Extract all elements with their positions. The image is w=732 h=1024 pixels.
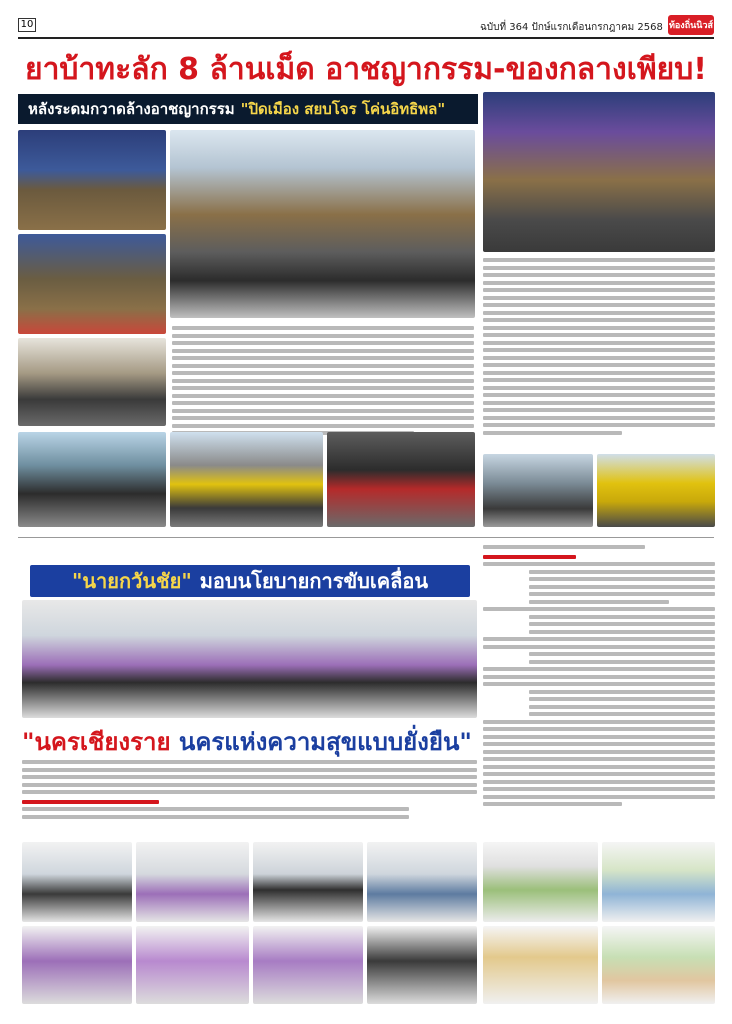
- article-divider: [18, 537, 714, 538]
- photo-meeting-1: [22, 842, 132, 922]
- article1-body-center: [172, 326, 474, 435]
- photo-meeting-7: [253, 926, 363, 1004]
- subheadline-highlight: "ปิดเมือง สยบโจร โค่นอิทธิพล": [240, 100, 446, 118]
- photo-meeting-2: [136, 842, 249, 922]
- issue-info: ฉบับที่ 364 ปักษ์แรกเดือนกรกฎาคม 2568: [480, 22, 663, 33]
- photo-crushed-bikes: [483, 454, 593, 527]
- article2-banner-text: มอบนโยบายการขับเคลื่อน: [199, 569, 429, 593]
- photo-evidence-table: [327, 432, 475, 527]
- photo-evidence-bags: [170, 130, 475, 318]
- photo-yellow-roller: [597, 454, 715, 527]
- article2-body-left: [22, 760, 477, 819]
- article2-section-title: [22, 722, 477, 761]
- article1-body-right: [483, 258, 715, 435]
- photo-officers-lineup: [18, 234, 166, 334]
- page-number: 10: [18, 18, 36, 32]
- photo-motorcycle-inspect: [18, 338, 166, 426]
- section-title-highlight: "นครเชียงราย: [22, 728, 171, 756]
- photo-steamroller-bikes: [170, 432, 323, 527]
- photo-meeting-6: [136, 926, 249, 1004]
- photo-officers-display: [18, 130, 166, 230]
- photo-press-conference: [483, 92, 715, 252]
- photo-presentation-slide: [483, 926, 598, 1004]
- newspaper-logo: ท้องถิ่นนิวส์: [668, 15, 714, 35]
- photo-city-plan: [602, 926, 715, 1004]
- photo-meeting-3: [253, 842, 363, 922]
- photo-meeting-wide: [22, 600, 477, 718]
- subheadline-prefix: หลังระดมกวาดล้างอาชญากรรม: [28, 100, 235, 118]
- section-title-text: นครแห่งความสุขแบบยั่งยืน": [178, 728, 472, 756]
- photo-presentation-screen: [483, 842, 598, 922]
- photo-meeting-4: [367, 842, 477, 922]
- article2-banner: [30, 565, 470, 597]
- article2-banner-highlight: "นายกวันชัย": [71, 569, 192, 593]
- photo-presentation-map: [602, 842, 715, 922]
- photo-meeting-5: [22, 926, 132, 1004]
- photo-motorcycles-row: [18, 432, 166, 527]
- main-headline: ยาบ้าทะลัก 8 ล้านเม็ด อาชญากรรม-ของกลางเพียบ!: [24, 52, 707, 87]
- subheadline-banner: [18, 94, 478, 124]
- article2-body-right: [483, 545, 715, 806]
- header-divider: [18, 37, 714, 39]
- photo-meeting-8: [367, 926, 477, 1004]
